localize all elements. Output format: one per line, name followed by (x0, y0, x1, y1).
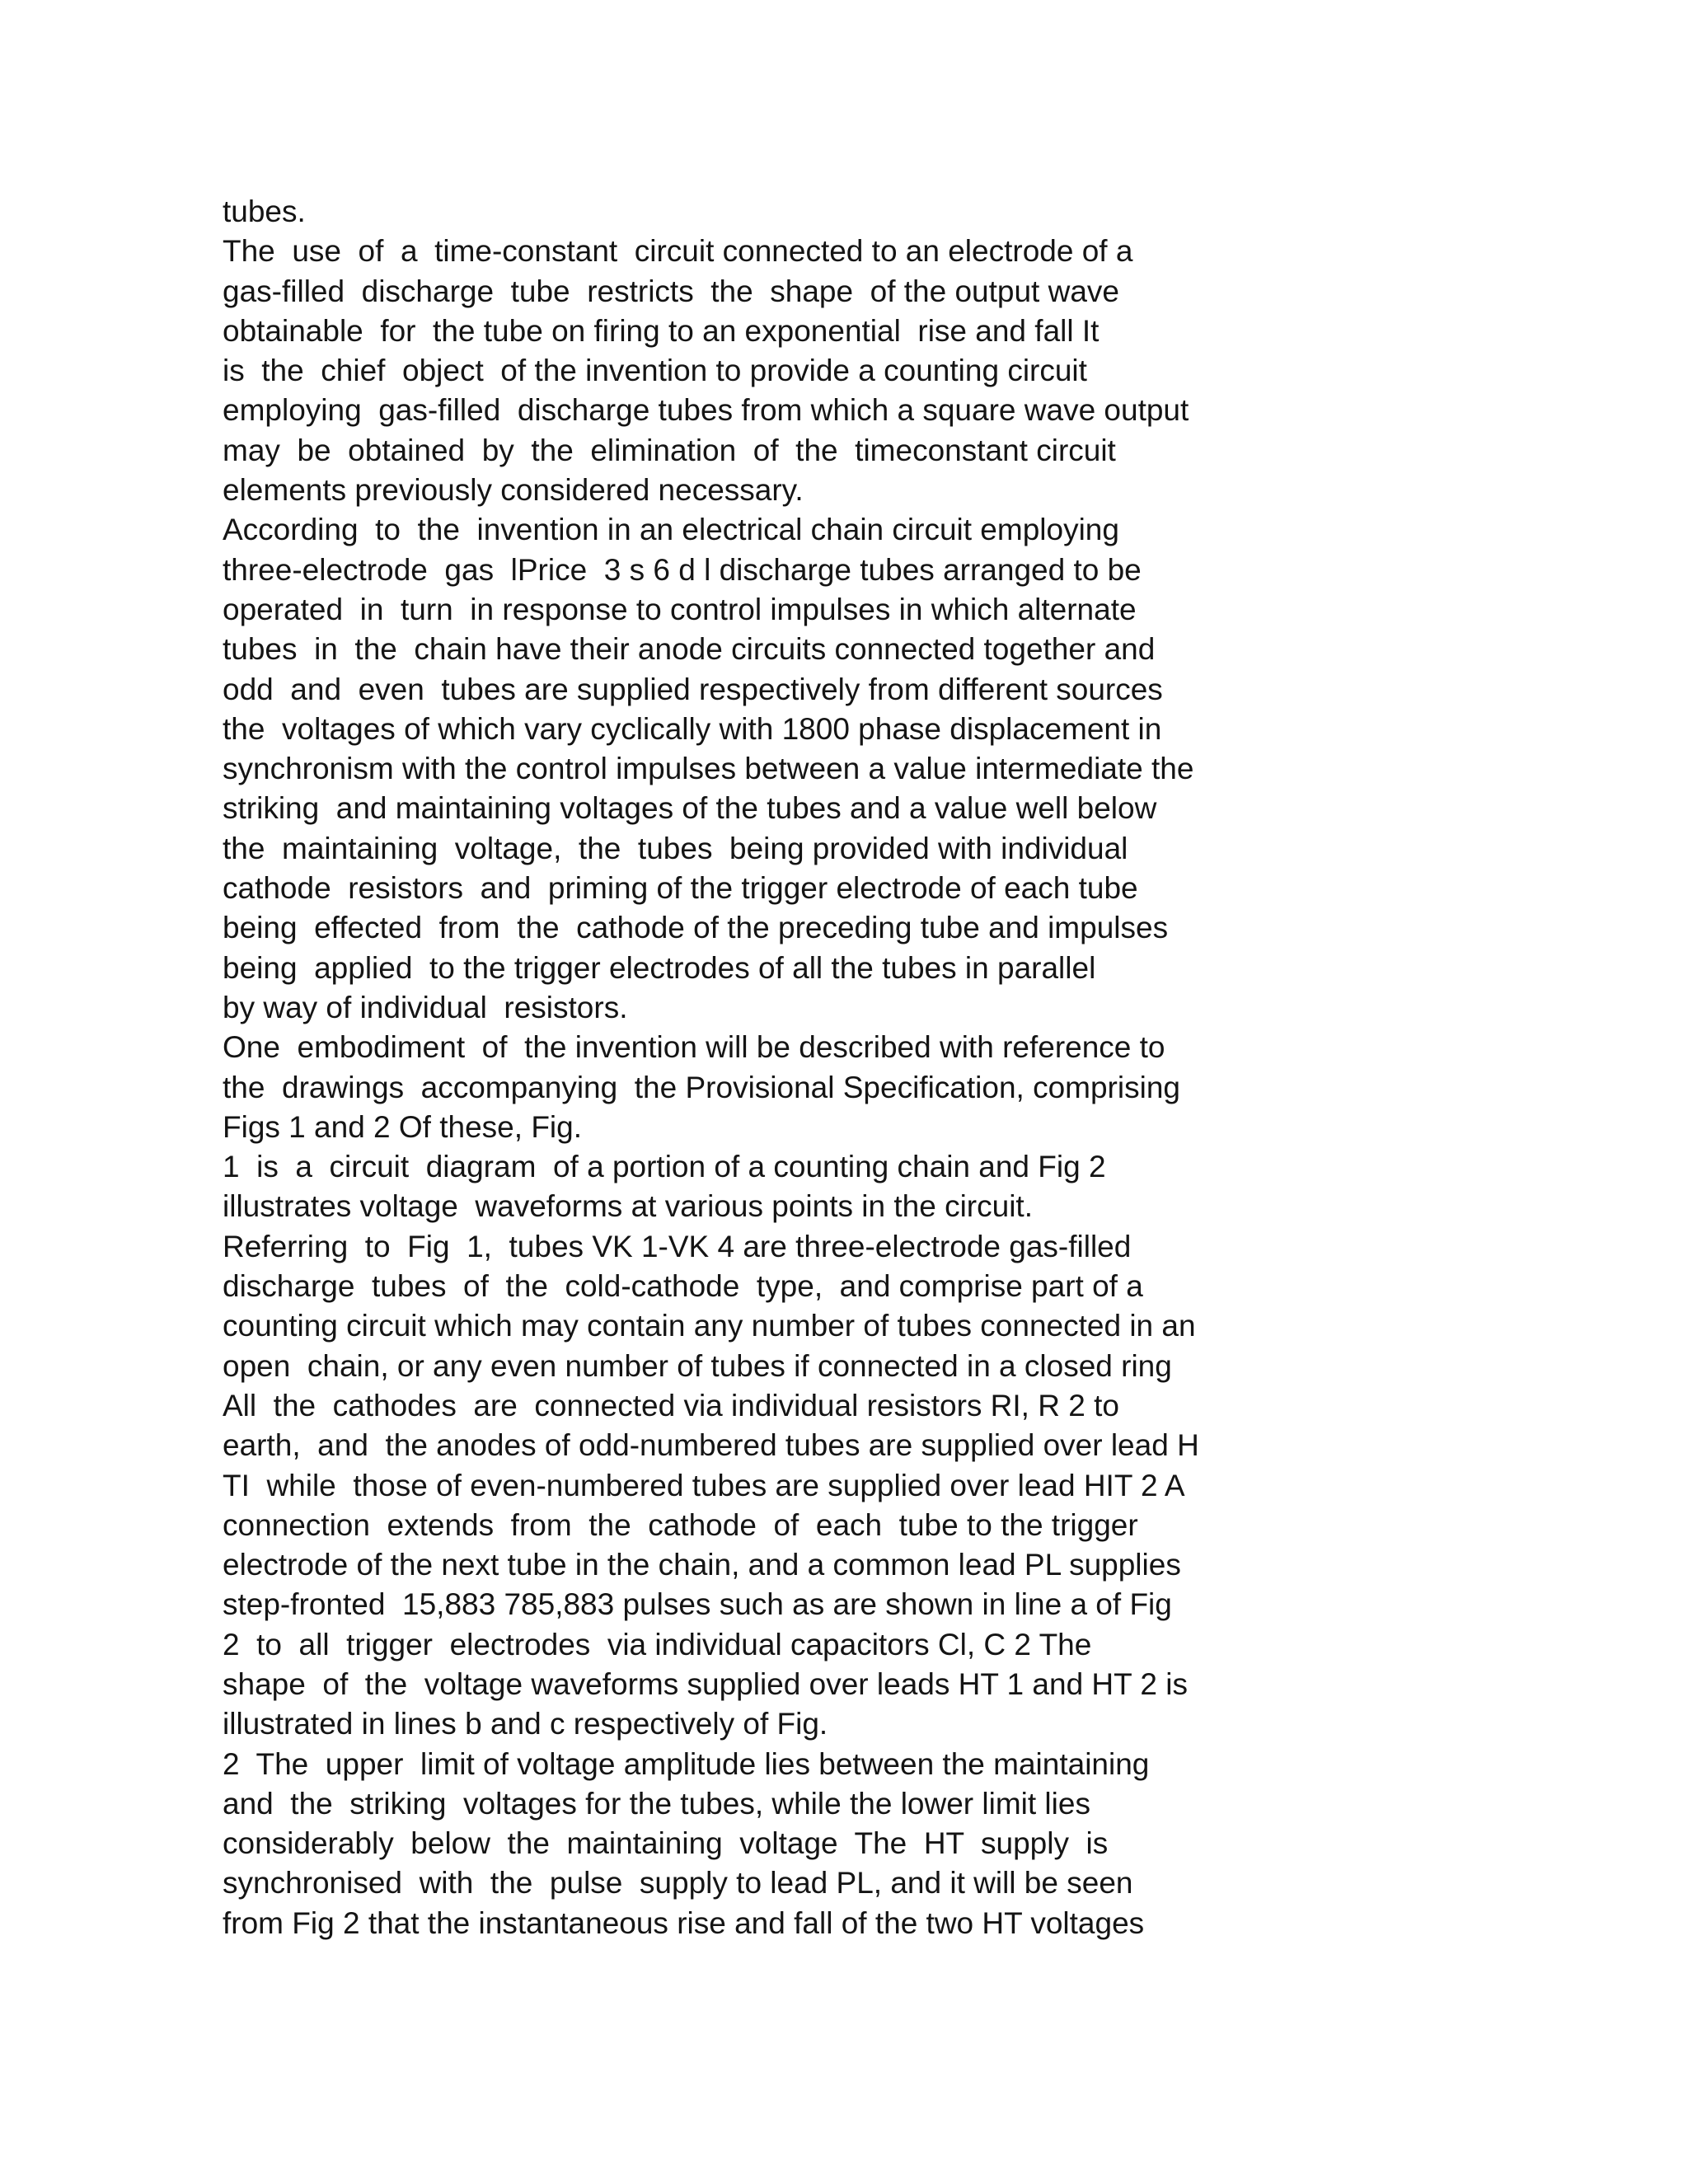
text-line: is the chief object of the invention to provide a counting circuit (223, 354, 1087, 388)
text-line: According to the invention in an electrical chain circuit employing (223, 513, 1119, 547)
text-line: three-electrode gas lPrice 3 s 6 d l discharge tubes arranged to be (223, 552, 1142, 587)
text-line: step-fronted 15,883 785,883 pulses such as are shown in line a of Fig (223, 1587, 1172, 1622)
text-line: the maintaining voltage, the tubes being provided with individual (223, 831, 1128, 865)
text-line: Referring to Fig 1, tubes VK 1-VK 4 are three-electrode gas-filled (223, 1229, 1132, 1263)
text-line: One embodiment of the invention will be described with reference to (223, 1030, 1165, 1065)
text-line: cathode resistors and priming of the trigger electrode of each tube (223, 871, 1138, 906)
text-line: illustrated in lines b and c respectively of Fig. (223, 1707, 828, 1741)
text-line: the drawings accompanying the Provisional Specification, comprising (223, 1070, 1180, 1104)
body-text (223, 192, 1442, 1943)
text-line: 2 The upper limit of voltage amplitude lies between the maintaining (223, 1746, 1150, 1781)
text-line: employing gas-filled discharge tubes from which a square wave output (223, 393, 1189, 428)
text-line: by way of individual resistors. (223, 990, 628, 1024)
text-line: discharge tubes of the cold-cathode type, and comprise part of a (223, 1269, 1143, 1304)
text-line: counting circuit which may contain any number of tubes connected in an (223, 1309, 1196, 1343)
text-line: All the cathodes are connected via individual resistors RI, R 2 to (223, 1388, 1119, 1422)
text-line: being applied to the trigger electrodes of all the tubes in parallel (223, 950, 1096, 985)
text-line: earth, and the anodes of odd-numbered tubes are supplied over lead H (223, 1428, 1199, 1463)
text-line: may be obtained by the elimination of the timeconstant circuit (223, 433, 1116, 467)
text-line: odd and even tubes are supplied respectively from different sources (223, 672, 1163, 706)
text-line: The use of a time-constant circuit connected to an electrode of a (223, 234, 1133, 269)
text-line: 2 to all trigger electrodes via individual capacitors Cl, C 2 The (223, 1627, 1092, 1661)
text-line: striking and maintaining voltages of the tubes and a value well below (223, 791, 1157, 826)
text-line: from Fig 2 that the instantaneous rise and fall of the two HT voltages (223, 1905, 1145, 1940)
text-line: illustrates voltage waveforms at various points in the circuit. (223, 1189, 1033, 1224)
text-line: connection extends from the cathode of each tube to the trigger (223, 1507, 1138, 1542)
text-line: gas-filled discharge tube restricts the shape of the output wave (223, 274, 1119, 308)
text-line: synchronism with the control impulses between a value intermediate the (223, 752, 1194, 786)
text-line: Figs 1 and 2 Of these, Fig. (223, 1109, 582, 1144)
text-line: TI while those of even-numbered tubes are supplied over lead HIT 2 A (223, 1468, 1185, 1502)
text-line: considerably below the maintaining voltage The HT supply is (223, 1826, 1109, 1861)
text-line: operated in turn in response to control impulses in which alternate (223, 592, 1137, 626)
text-line: being effected from the cathode of the preceding tube and impulses (223, 911, 1169, 945)
text-line: tubes. (223, 194, 306, 228)
text-line: obtainable for the tube on firing to an exponential rise and fall It (223, 313, 1100, 348)
text-line: the voltages of which vary cyclically with 1800 phase displacement in (223, 711, 1162, 746)
text-line: shape of the voltage waveforms supplied over leads HT 1 and HT 2 is (223, 1666, 1188, 1701)
text-line: open chain, or any even number of tubes if connected in a closed ring (223, 1348, 1172, 1383)
text-line: tubes in the chain have their anode circuits connected together and (223, 632, 1156, 667)
text-line: elements previously considered necessary. (223, 473, 804, 508)
text-line: synchronised with the pulse supply to lead PL, and it will be seen (223, 1866, 1133, 1900)
text-line: 1 is a circuit diagram of a portion of a counting chain and Fig 2 (223, 1150, 1106, 1184)
text-line: and the striking voltages for the tubes, while the lower limit lies (223, 1786, 1090, 1821)
text-line: electrode of the next tube in the chain, and a common lead PL supplies (223, 1548, 1181, 1582)
